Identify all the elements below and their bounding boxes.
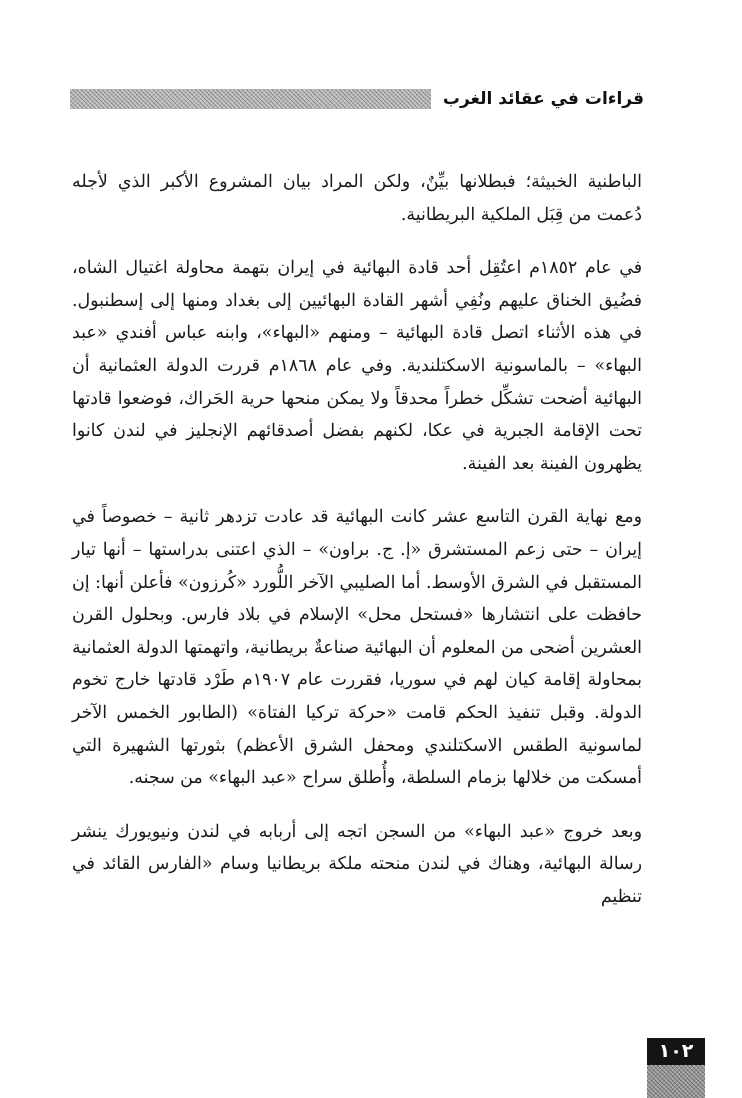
running-header bbox=[70, 86, 644, 112]
running-header-title: قراءات في عقائد الغرب bbox=[442, 89, 644, 109]
header-decorative-bar bbox=[70, 89, 431, 109]
footer-decorative-block bbox=[647, 1065, 705, 1098]
paragraph-3: ومع نهاية القرن التاسع عشر كانت البهائية قد عادت تزدهر ثانية – خصوصاً في إيران – حتى زعم المستشرق «إ. ج. براون» – الذي اعتنى بدراستها – أنها تيار المستقبل في الشرق الأوسط. أما الصليبي الآخر اللُّورد «كُرزون» فأعلن أنها: إن حافظت على انتشارها «فستحل محل» الإسلام في بلاد فارس. وبحلول القرن العشرين أضحى من المعلوم أن البهائية صناعةٌ بريطانية، واتهمتها الدولة العثمانية بمحاولة إقامة كيان لهم في سوريا، فقررت عام ١٩٠٧م طَرْد قادتها خارج تخوم الدولة. وقبل تنفيذ الحكم قامت «حركة تركيا الفتاة» (الطابور الخمس الآخر لماسونية الطقس الاسكتلندي ومحفل الشرق الأعظم) بثورتها الشهيرة التي أمسكت من خلالها بزمام السلطة، وأُطلق سراح «عبد البهاء» من سجنه. bbox=[72, 507, 643, 789]
page-number: ١٠٢ bbox=[647, 1038, 705, 1065]
paragraph-1: الباطنية الخبيثة؛ فبطلانها بيِّنٌ، ولكن المراد بيان المشروع الأكبر الذي لأجله دُعمت من قِبَل الملكية البريطانية. bbox=[72, 172, 642, 225]
paragraph-2: في عام ١٨٥٢م اعتُقِل أحد قادة البهائية في إيران بتهمة محاولة اغتيال الشاه، فضُيق الخناق عليهم ونُفِي أشهر القادة البهائيين إلى بغداد ومنها إلى إسطنبول. في هذه الأثناء اتصل قادة البهائية – ومنهم «البهاء»، وابنه عباس أفندي «عبد البهاء» – بالماسونية الاسكتلندية. وفي عام ١٨٦٨م قررت الدولة العثمانية أن البهائية أضحت تشكِّل خطراً محدقاً ولا يمكن منحها حرية الحَراك، فوضعوا قادتها تحت الإقامة الجبرية في عكا، لكنهم بفضل أصدقائهم الإنجليز في لندن كانوا يظهرون الفينة بعد الفينة. bbox=[72, 258, 643, 474]
paragraph-4: وبعد خروج «عبد البهاء» من السجن اتجه إلى أربابه في لندن ونيويورك ينشر رسالة البهائية، وهناك في لندن منحته ملكة بريطانيا وسام «الفارس القائد في تنظيم bbox=[72, 821, 642, 907]
page-body bbox=[72, 166, 642, 934]
page-footer bbox=[647, 1038, 705, 1098]
